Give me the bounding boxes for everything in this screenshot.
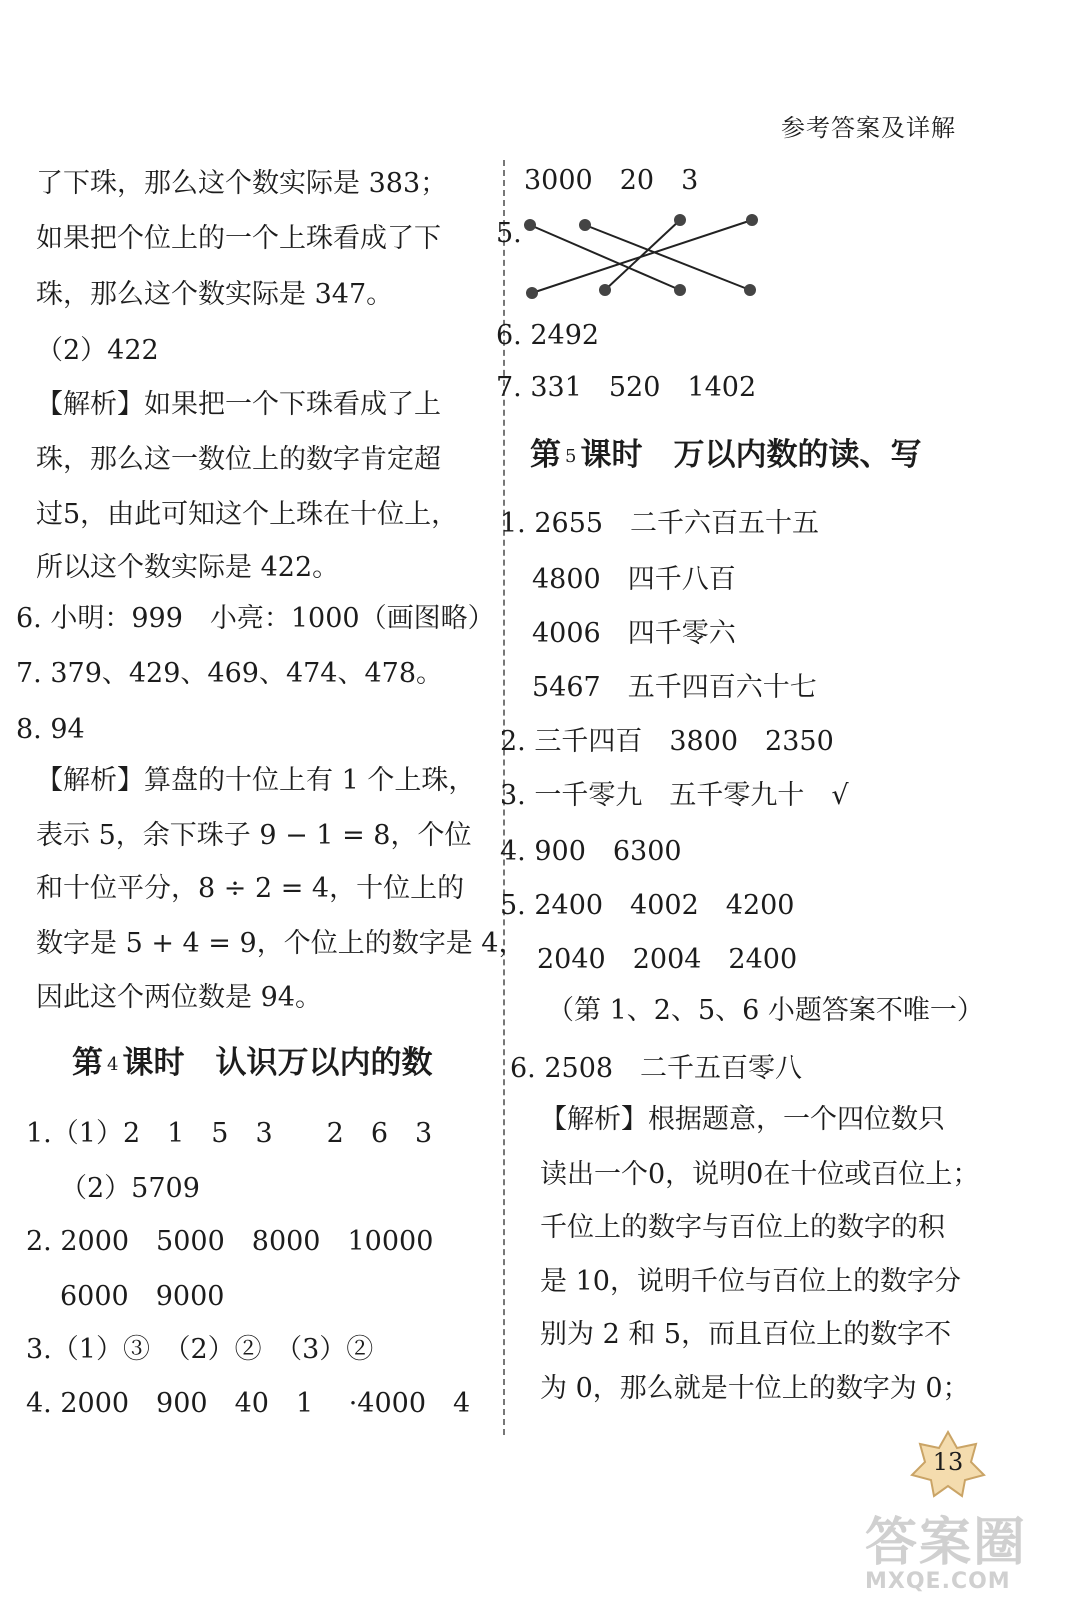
watermark-logo-text: 答案圈 — [865, 1513, 1028, 1573]
left-line-14: 和十位平分，8 ÷ 2 = 4，十位上的 — [36, 873, 465, 904]
s5-line-16: 别为 2 和 5，而且百位上的数字不 — [540, 1319, 952, 1350]
s5-line-2: 4800 四千八百 — [532, 564, 736, 595]
s4-line-4: 6000 9000 — [60, 1281, 225, 1312]
s4-line-6: 4. 2000 900 40 1 ·4000 4 — [26, 1388, 471, 1419]
section-4-number: 4 — [107, 1053, 119, 1075]
s5-line-17: 为 0，那么就是十位上的数字为 0； — [540, 1373, 970, 1404]
match-line-3 — [605, 220, 680, 290]
left-line-6: 珠，那么这一数位上的数字肯定超 — [36, 444, 441, 475]
left-line-16: 因此这个两位数是 94。 — [36, 982, 322, 1013]
left-line-2: 如果把个位上的一个上珠看成了下 — [36, 223, 441, 254]
section-4-post: 课时 认识万以内的数 — [122, 1045, 433, 1081]
q6-line: 6. 2492 — [496, 320, 600, 351]
s5-line-14: 千位上的数字与百位上的数字的积 — [540, 1212, 945, 1243]
match-line-4 — [532, 220, 752, 293]
right-top-line: 3000 20 3 — [524, 165, 699, 196]
s4-line-2: （2）5709 — [60, 1173, 200, 1204]
left-line-10: 7. 379、429、469、474、478。 — [16, 658, 444, 689]
left-line-15: 数字是 5 + 4 = 9，个位上的数字是 4， — [36, 928, 526, 959]
running-header: 参考答案及详解 — [781, 114, 956, 142]
s5-line-3: 4006 四千零六 — [532, 618, 736, 649]
watermark-url: MXQE.COM — [865, 1569, 1011, 1594]
left-line-11: 8. 94 — [16, 714, 85, 745]
left-line-13: 表示 5，余下珠子 9 − 1 = 8，个位 — [36, 820, 472, 851]
s4-line-1: 1.（1）2 1 5 3 2 6 3 — [26, 1118, 433, 1149]
match-dot-top-3 — [674, 214, 686, 226]
s5-line-13: 读出一个0，说明0在十位或百位上； — [540, 1159, 980, 1190]
matching-lines-diagram — [520, 205, 770, 305]
s5-line-12: 【解析】根据题意，一个四位数只 — [540, 1104, 945, 1135]
s5-line-11: 6. 2508 二千五百零八 — [510, 1053, 803, 1084]
left-line-12: 【解析】算盘的十位上有 1 个上珠， — [36, 765, 476, 796]
s5-line-6: 3. 一千零九 五千零九十 √ — [500, 780, 849, 811]
match-dot-top-2 — [579, 219, 591, 231]
page-number: 13 — [932, 1448, 964, 1476]
section-4-pre: 第 — [72, 1045, 103, 1081]
match-dot-top-1 — [524, 219, 536, 231]
s5-line-1: 1. 2655 二千六百五十五 — [500, 508, 820, 539]
match-line-2 — [585, 225, 750, 290]
s5-line-15: 是 10，说明千位与百位上的数字分 — [540, 1266, 961, 1297]
s5-line-10: （第 1、2、5、6 小题答案不唯一） — [547, 995, 984, 1026]
s5-line-7: 4. 900 6300 — [500, 836, 682, 867]
s4-line-3: 2. 2000 5000 8000 10000 — [26, 1226, 434, 1257]
match-line-1 — [530, 225, 680, 290]
left-line-4: （2）422 — [36, 335, 159, 366]
left-line-3: 珠，那么这个数实际是 347。 — [36, 279, 394, 310]
match-dot-bottom-4 — [744, 284, 756, 296]
match-dot-bottom-1 — [526, 287, 538, 299]
s5-line-9: 2040 2004 2400 — [537, 944, 798, 975]
left-line-8: 所以这个数实际是 422。 — [36, 552, 340, 583]
left-line-9: 6. 小明：999 小亮：1000（画图略） — [16, 603, 495, 634]
match-dot-bottom-2 — [599, 284, 611, 296]
watermark — [865, 1500, 1027, 1594]
section-5-number: 5 — [565, 445, 577, 467]
s5-line-8: 5. 2400 4002 4200 — [500, 890, 795, 921]
left-line-5: 【解析】如果把一个下珠看成了上 — [36, 389, 441, 420]
section-5-pre: 第 — [530, 437, 561, 473]
s5-line-4: 5467 五千四百六十七 — [532, 672, 817, 703]
left-line-7: 过5，由此可知这个上珠在十位上， — [36, 499, 459, 530]
section-4-title — [72, 1045, 433, 1081]
section-5-title — [530, 437, 922, 473]
q7-line: 7. 331 520 1402 — [496, 372, 757, 403]
s5-line-5: 2. 三千四百 3800 2350 — [500, 726, 834, 757]
match-dot-bottom-3 — [674, 284, 686, 296]
left-line-1: 了下珠，那么这个数实际是 383； — [36, 168, 448, 199]
match-dot-top-4 — [746, 214, 758, 226]
s4-line-5: 3.（1）③ （2）② （3）② — [26, 1334, 374, 1365]
section-5-post: 课时 万以内数的读、写 — [580, 437, 922, 473]
q5-label: 5. — [496, 218, 522, 249]
